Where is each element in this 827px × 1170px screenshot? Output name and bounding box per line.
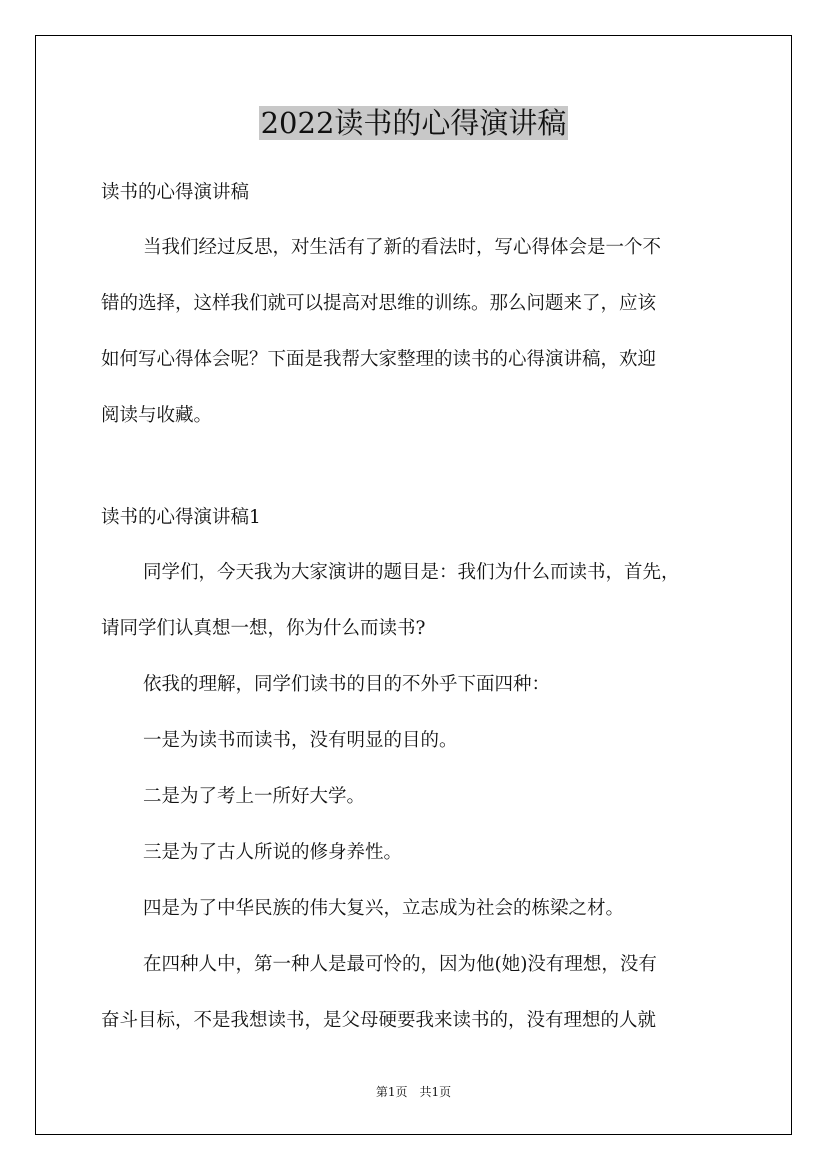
section-body [101, 545, 741, 1049]
body-line: 一是为读书而读书，没有明显的目的。 [143, 730, 458, 751]
body-line: 请同学们认真想一想，你为什么而读书? [101, 618, 426, 639]
document-title [0, 102, 827, 144]
intro-paragraph [101, 220, 741, 444]
body-line: 依我的理解，同学们读书的目的不外乎下面四种： [143, 674, 551, 695]
body-line: 同学们，今天我为大家演讲的题目是：我们为什么而读书，首先， [143, 562, 680, 583]
body-line: 三是为了古人所说的修身养性。 [143, 842, 403, 863]
intro-line: 如何写心得体会呢？下面是我帮大家整理的读书的心得演讲稿，欢迎 [101, 349, 657, 370]
body-line: 奋斗目标，不是我想读书，是父母硬要我来读书的，没有理想的人就 [101, 1010, 657, 1031]
section-title [101, 490, 741, 546]
subtitle [101, 165, 741, 221]
body-line: 在四种人中，第一种人是最可怜的，因为他(她)没有理想，没有 [143, 954, 657, 975]
page-number: 第1页 [375, 1085, 408, 1099]
section-title-text: 读书的心得演讲稿1 [101, 507, 261, 528]
body-line: 二是为了考上一所好大学。 [143, 786, 366, 807]
intro-line: 当我们经过反思，对生活有了新的看法时，写心得体会是一个不 [143, 237, 662, 258]
document-title-text: 2022读书的心得演讲稿 [260, 106, 567, 140]
page-total: 共1页 [419, 1085, 452, 1099]
body-line: 四是为了中华民族的伟大复兴，立志成为社会的栋梁之材。 [143, 898, 625, 919]
intro-line: 阅读与收藏。 [101, 405, 213, 426]
intro-line: 错的选择，这样我们就可以提高对思维的训练。那么问题来了，应该 [101, 293, 657, 314]
subtitle-text: 读书的心得演讲稿 [101, 182, 250, 203]
page-footer [0, 1083, 827, 1101]
